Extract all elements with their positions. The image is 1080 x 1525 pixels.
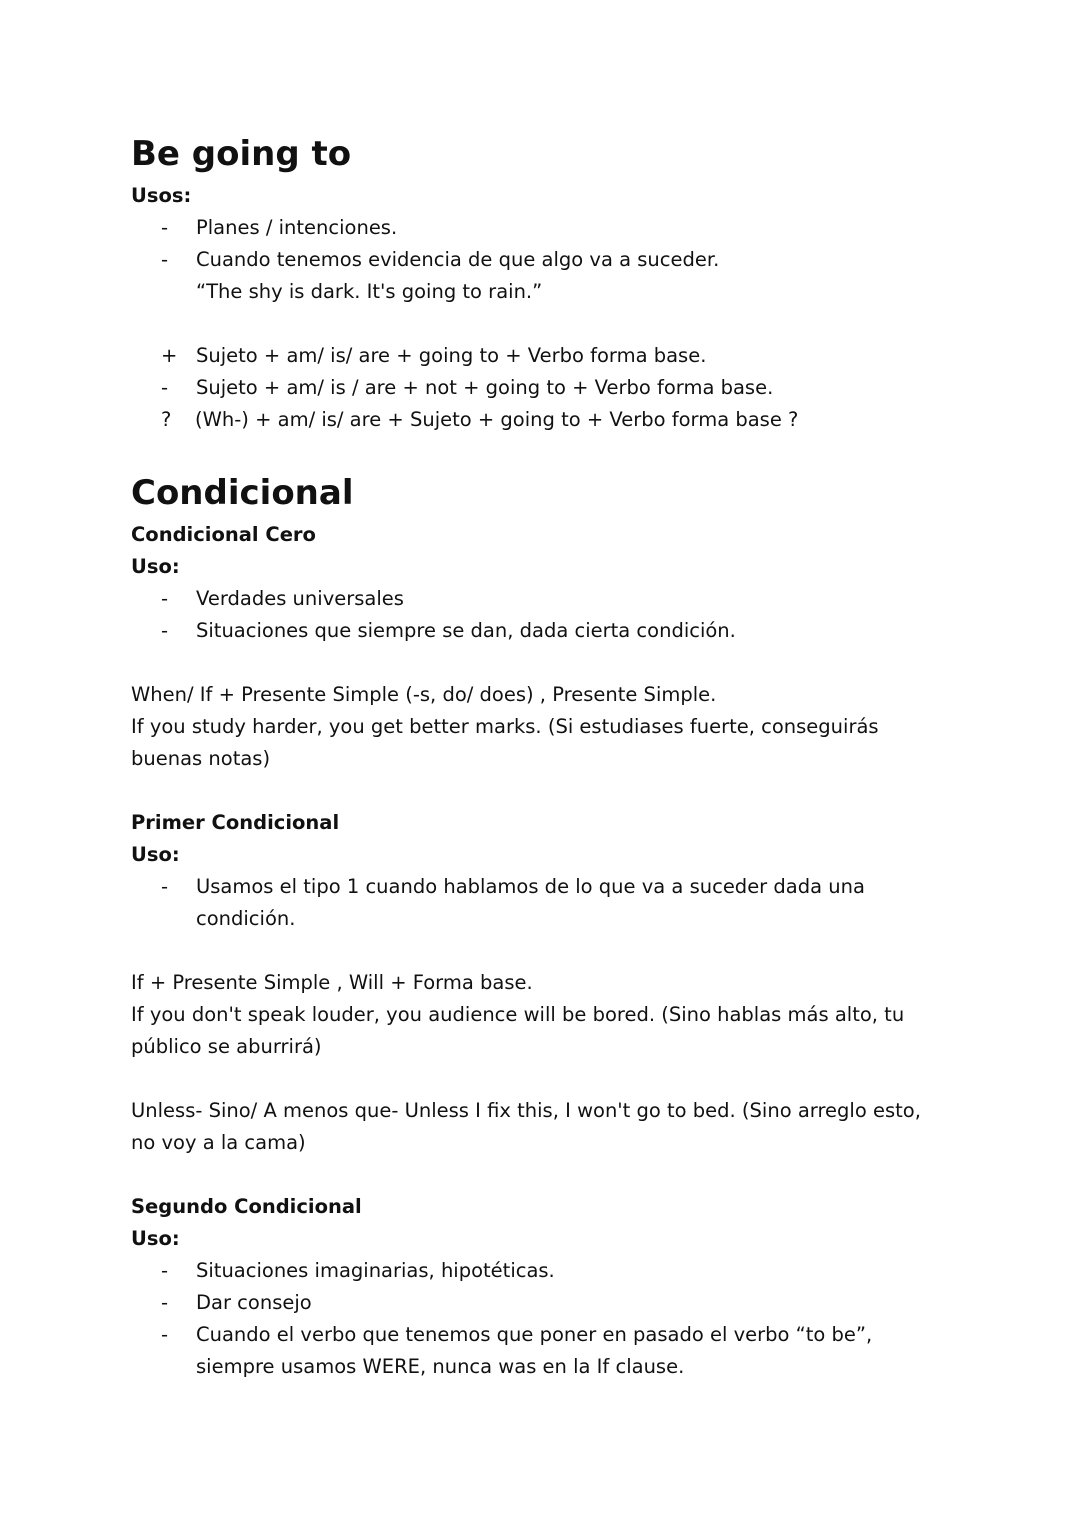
unless-paragraph: Unless- Sino/ A menos que- Unless I fix this, I won't go to bed. (Sino arreglo esto, no voy a la cama) — [131, 1099, 921, 1154]
bullet: - — [161, 1291, 169, 1314]
section-title-going-to: Be going to — [131, 134, 352, 174]
bullet: - — [161, 587, 169, 610]
usos-label: Usos: — [131, 184, 192, 207]
section-title-condicional: Condicional — [131, 473, 354, 513]
bullet: - — [161, 216, 169, 239]
list-item-text: Verdades universales — [196, 587, 404, 610]
list-item — [131, 583, 951, 615]
form-symbol: - — [161, 376, 169, 399]
list-item — [131, 615, 951, 647]
example-paragraph: If you study harder, you get better marks. (Si estudiases fuerte, conseguirás buenas notas) — [131, 715, 879, 770]
formula: If + Presente Simple , Will + Forma base. — [131, 971, 533, 994]
document-page — [131, 128, 951, 1383]
form-text: Sujeto + am/ is/ are + going to + Verbo forma base. — [196, 344, 707, 367]
form-text: Sujeto + am/ is / are + not + going to + Verbo forma base. — [196, 376, 774, 399]
bullet: - — [161, 875, 169, 898]
uso-label: Uso: — [131, 843, 180, 866]
uso-label: Uso: — [131, 555, 180, 578]
list-item — [131, 871, 951, 935]
list-item — [131, 212, 951, 244]
bullet: - — [161, 619, 169, 642]
form-negative — [131, 372, 951, 404]
subsection-title-cero: Condicional Cero — [131, 523, 316, 546]
subsection-title-primer: Primer Condicional — [131, 811, 340, 834]
bullet: - — [161, 1259, 169, 1282]
list-item-text: Planes / intenciones. — [196, 216, 398, 239]
list-item-text: Cuando tenemos evidencia de que algo va a suceder. — [196, 248, 720, 271]
form-affirmative — [131, 340, 951, 372]
list-item — [131, 1287, 951, 1319]
bullet: - — [161, 248, 169, 271]
example-sentence: “The shy is dark. It's going to rain.” — [196, 280, 543, 303]
list-item-text: Situaciones que siempre se dan, dada cierta condición. — [196, 619, 736, 642]
list-item — [131, 1255, 951, 1287]
form-question — [131, 404, 951, 436]
list-item — [131, 244, 951, 276]
form-symbol: + — [161, 344, 178, 367]
formula: When/ If + Presente Simple (-s, do/ does) , Presente Simple. — [131, 683, 717, 706]
uso-label: Uso: — [131, 1227, 180, 1250]
subsection-title-segundo: Segundo Condicional — [131, 1195, 362, 1218]
list-item-text: Usamos el tipo 1 cuando hablamos de lo que va a suceder dada una condición. — [196, 875, 865, 930]
list-item — [131, 1319, 906, 1383]
form-symbol: ? — [161, 408, 172, 431]
list-item-text: Situaciones imaginarias, hipotéticas. — [196, 1259, 555, 1282]
example-paragraph: If you don't speak louder, you audience will be bored. (Sino hablas más alto, tu público se aburrirá) — [131, 1003, 905, 1058]
form-text: (Wh-) + am/ is/ are + Sujeto + going to + Verbo forma base ? — [195, 408, 799, 431]
list-item-text: Cuando el verbo que tenemos que poner en pasado el verbo “to be”, siempre usamos WERE, nunca was en la If clause. — [196, 1323, 873, 1378]
list-item-text: Dar consejo — [196, 1291, 312, 1314]
bullet: - — [161, 1323, 169, 1346]
